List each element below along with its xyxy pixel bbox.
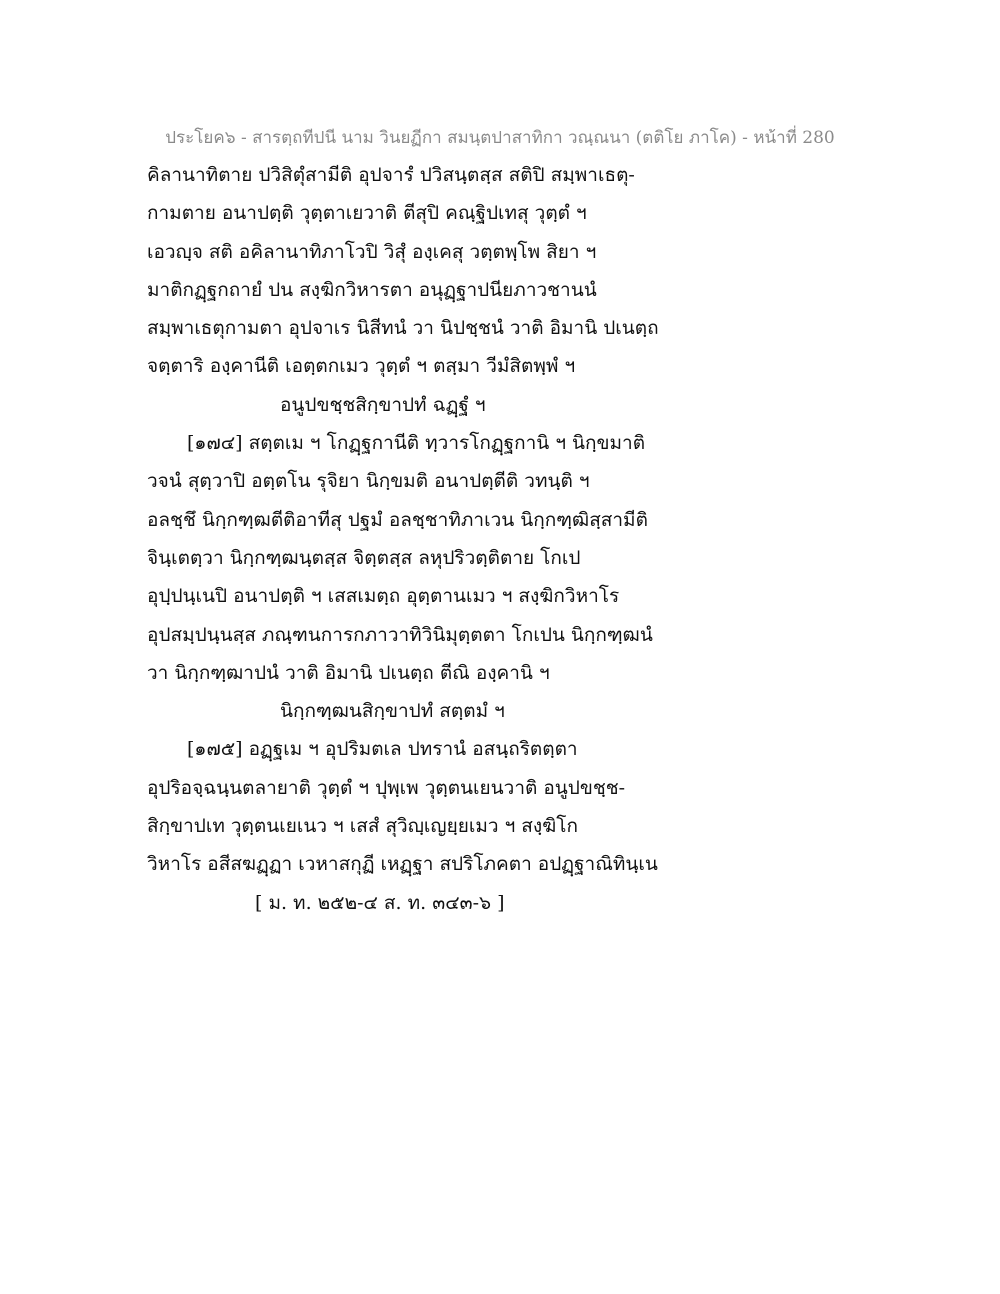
body-text bbox=[147, 156, 907, 922]
text-line: กามตาย อนาปตฺติ วุตฺตาเยวาติ ตีสุปิ คณฺฐิปเทสุ วุตฺตํ ฯ bbox=[147, 202, 587, 225]
text-line: คิลานาทิตาย ปวิสิตุํสามีติ อุปจารํ ปวิสนฺตสฺส สติปิ สมฺพาเธตุ- bbox=[147, 164, 635, 186]
text-line: เอวญฺจ สติ อคิลานาทิภาโวปิ วิสุํ องฺเคสุ วตฺตพฺโพ สิยา ฯ bbox=[147, 240, 597, 263]
text-line: สิกฺขาปเท วุตฺตนเยเนว ฯ เสสํ สุวิญฺเญยฺยเมว ฯ สงฺฆิโก bbox=[147, 815, 578, 838]
text-line: มาติกฏฺฐกถายํ ปน สงฺฆิกวิหารตา อนุฏฺฐาปนียภาวชานนํ bbox=[147, 278, 597, 301]
text-line: วา นิกฺกฑฺฒาปนํ วาติ อิมานิ ปเนตฺถ ตีณิ องฺคานิ ฯ bbox=[147, 661, 550, 684]
text-line: สมฺพาเธตุกามตา อุปจาเร นิสีทนํ วา นิปชฺชนํ วาติ อิมานิ ปเนตฺถ bbox=[147, 317, 659, 340]
text-line: อุปฺปนฺเนปิ อนาปตฺติ ฯ เสสเมตฺถ อุตฺตานเมว ฯ สงฺฆิกวิหาโร bbox=[147, 585, 620, 608]
section-end-heading: อนูปขชฺชสิกฺขาปทํ ฉฏฺฐํ ฯ bbox=[280, 393, 486, 416]
source-reference: [ ม. ท. ๒๕๒-๔ ส. ท. ๓๔๓-๖ ] bbox=[255, 891, 505, 914]
text-line: อุปสมฺปนฺนสฺส ภณฺฑนการกภาวาทิวินิมุตฺตตา โกเปน นิกฺกฑฺฒนํ bbox=[147, 623, 653, 646]
text-line: [๑๗๕] อฏฺฐเม ฯ อุปริมตเล ปทรานํ อสนฺถริตตฺตา bbox=[187, 738, 578, 761]
text-line: อุปริอจฺฉนฺนตลายาติ วุตฺตํ ฯ ปุพฺเพ วุตฺตนเยนวาติ อนูปขชฺช- bbox=[147, 776, 626, 799]
text-line: จินฺเตตฺวา นิกฺกฑฺฒนฺตสฺส จิตฺตสฺส ลหุปริวตฺติตาย โกเป bbox=[147, 546, 581, 569]
section-end-heading: นิกฺกฑฺฒนสิกฺขาปทํ สตฺตมํ ฯ bbox=[280, 700, 505, 723]
text-line: วจนํ สุตฺวาปิ อตฺตโน รุจิยา นิกฺขมติ อนาปตฺตีติ วทนฺติ ฯ bbox=[147, 470, 590, 493]
text-line: อลชฺชึ นิกฺกฑฺฒตีติอาทีสุ ปฐมํ อลชฺชาทิภาเวน นิกฺกฑฺฒิสฺสามีติ bbox=[147, 508, 648, 531]
text-line: จตฺตาริ องฺคานีติ เอตฺตกเมว วุตฺตํ ฯ ตสฺมา วีมํสิตพฺพํ ฯ bbox=[147, 355, 576, 378]
text-line: [๑๗๔] สตฺตเม ฯ โกฏฺฐกานีติ ทฺวารโกฏฺฐกานิ ฯ นิกฺขมาติ bbox=[187, 432, 646, 455]
running-header: ประโยค๖ - สารตฺถทีปนี นาม วินยฏีกา สมนฺตปาสาทิกา วณฺณนา (ตติโย ภาโค) - หน้าที่ 280 bbox=[165, 128, 835, 148]
text-line: วิหาโร อสีสฆฏฺฏา เวหาสกุฏี เหฏฺฐา สปริโภคตา อปฏฺฐาณิทินฺเน bbox=[147, 853, 658, 876]
